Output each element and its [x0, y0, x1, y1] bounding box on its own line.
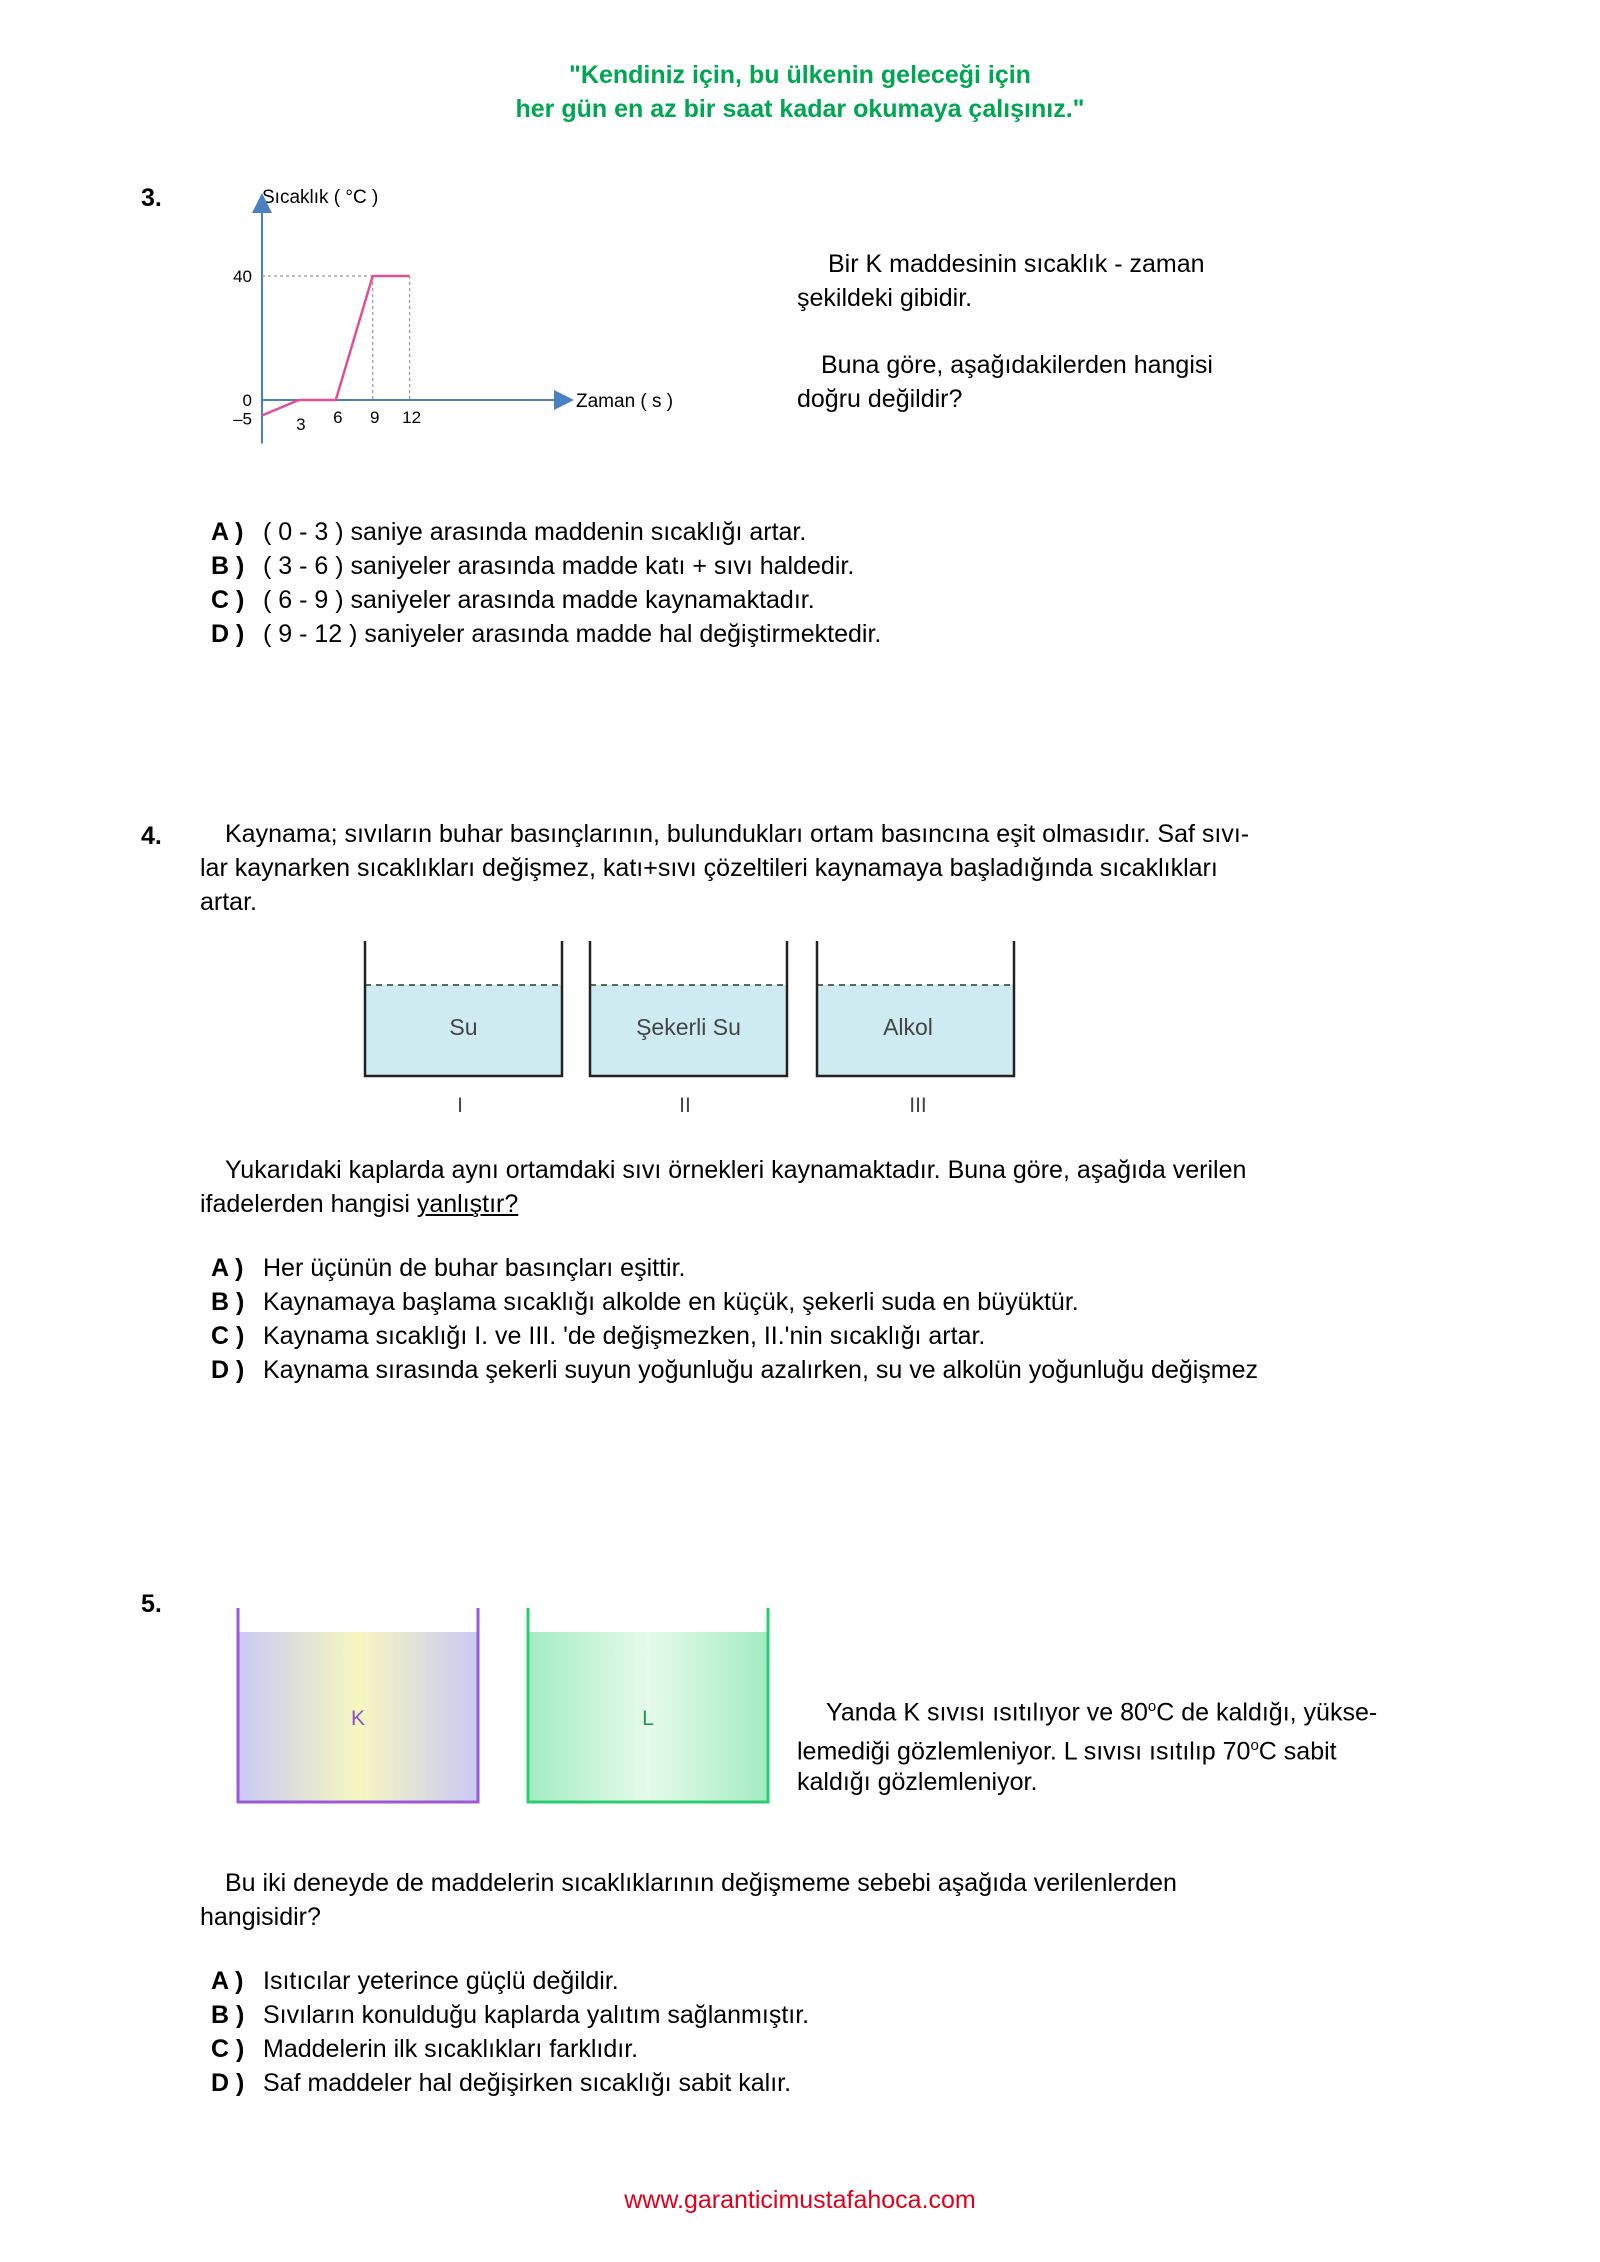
q4-option-d[interactable]: D ) Kaynama sırasında şekerli suyun yoğunluğu azalırken, su ve alkolün yoğunluğu değişmez — [211, 1356, 1259, 1384]
q4-question-line-2: ifadelerden hangisi yanlıştır? — [200, 1190, 519, 1218]
footer-url[interactable]: www.garanticimustafahoca.com — [624, 2186, 976, 2214]
q5-question-line-1: Bu iki deneyde de maddelerin sıcaklıklarının değişmeme sebebi aşağıda verilenlerden — [225, 1869, 1177, 1897]
q4-option-a[interactable]: A ) Her üçünün de buhar basınçları eşittir. — [211, 1254, 686, 1282]
q3-option-a[interactable]: A ) ( 0 - 3 ) saniye arasında maddenin sıcaklığı artar. — [211, 518, 807, 546]
container-sekerli-su — [590, 941, 787, 1117]
container-roman-ii: II — [679, 1094, 691, 1117]
container-alkol-label: Alkol — [883, 1014, 933, 1040]
container-su-label: Su — [449, 1014, 478, 1040]
y-tick-label: 0 — [242, 391, 252, 410]
q5-option-b[interactable]: B ) Sıvıların konulduğu kaplarda yalıtım sağlanmıştır. — [211, 2001, 810, 2029]
boiling-containers-figure — [355, 935, 1025, 1125]
question-5-number: 5. — [141, 1590, 162, 1618]
heated-liquids-figure — [225, 1595, 785, 1810]
y-tick-label: –5 — [233, 409, 252, 429]
q5-option-c[interactable]: C ) Maddelerin ilk sıcaklıkları farklıdır. — [211, 2035, 639, 2063]
q4-intro-line-3: artar. — [200, 888, 257, 916]
motto-line-2: her gün en az bir saat kadar okumaya çalışınız." — [515, 95, 1085, 123]
x-tick-label: 3 — [296, 415, 306, 434]
q4-option-c[interactable]: C ) Kaynama sıcaklığı I. ve III. 'de değişmezken, II.'nin sıcaklığı artar. — [211, 1322, 986, 1350]
x-tick-label: 6 — [333, 408, 343, 427]
q4-intro-line-2: lar kaynarken sıcaklıkları değişmez, katı+sıvı çözeltileri kaynamaya başladığında sıcaklıkları — [200, 854, 1218, 882]
beaker-l-label: L — [642, 1707, 654, 1730]
container-alkol — [817, 941, 1014, 1117]
x-tick-label: 12 — [402, 408, 422, 427]
q3-option-c[interactable]: C ) ( 6 - 9 ) saniyeler arasında madde kaynamaktadır. — [211, 586, 815, 614]
motto-line-1: "Kendiniz için, bu ülkenin geleceği için — [569, 61, 1031, 89]
x-axis-label: Zaman ( s ) — [576, 391, 674, 412]
q5-side-line-2: lemediği gözlemleniyor. L sıvısı ısıtılıp 70$^o$C sabit — [797, 1737, 1337, 1766]
q3-option-d[interactable]: D ) ( 9 - 12 ) saniyeler arasında madde hal değiştirmektedir. — [211, 620, 882, 648]
temperature-time-chart — [200, 175, 720, 480]
question-3-number: 3. — [141, 184, 162, 212]
q4-intro-line-1: Kaynama; sıvıların buhar basınçlarının, bulundukları ortam basıncına eşit olmasıdır. Saf sıvı- — [225, 820, 1250, 848]
q4-option-b[interactable]: B ) Kaynamaya başlama sıcaklığı alkolde en küçük, şekerli suda en büyüktür. — [211, 1288, 1079, 1316]
container-sekerli-su-label: Şekerli Su — [636, 1014, 741, 1040]
q3-stem-line-1: Bir K maddesinin sıcaklık - zaman — [828, 250, 1205, 278]
q3-stem-line-4: doğru değildir? — [797, 385, 963, 413]
q4-question-keyword: yanlıştır? — [416, 1190, 519, 1218]
container-su — [365, 941, 562, 1117]
container-roman-iii: III — [909, 1094, 927, 1117]
q4-question-line-1: Yukarıdaki kaplarda aynı ortamdaki sıvı örnekleri kaynamaktadır. Buna göre, aşağıda verilen — [225, 1156, 1247, 1184]
beaker-k-label: K — [350, 1707, 366, 1730]
q5-side-line-1: Yanda K sıvısı ısıtılıyor ve 80$^o$C de kaldığı, yükse- — [826, 1698, 1378, 1727]
y-axis-label: Sıcaklık ( °C ) — [262, 187, 379, 208]
q5-option-a[interactable]: A ) Isıtıcılar yeterince güçlü değildir. — [211, 1967, 619, 1995]
container-roman-i: I — [457, 1094, 463, 1117]
question-4-number: 4. — [141, 822, 162, 850]
x-tick-label: 9 — [369, 408, 380, 427]
q3-stem-line-3: Buna göre, aşağıdakilerden hangisi — [821, 351, 1213, 379]
q3-option-b[interactable]: B ) ( 3 - 6 ) saniyeler arasında madde katı + sıvı haldedir. — [211, 552, 855, 580]
q5-question-line-2: hangisidir? — [200, 1903, 321, 1931]
y-tick-label: 40 — [233, 267, 252, 286]
q5-option-d[interactable]: D ) Saf maddeler hal değişirken sıcaklığı sabit kalır. — [211, 2069, 792, 2097]
beaker-l — [528, 1608, 768, 1802]
beaker-k — [238, 1608, 478, 1802]
q5-side-line-3: kaldığı gözlemleniyor. — [797, 1768, 1038, 1796]
temperature-line — [262, 276, 410, 416]
q3-stem-line-2: şekildeki gibidir. — [797, 284, 973, 312]
